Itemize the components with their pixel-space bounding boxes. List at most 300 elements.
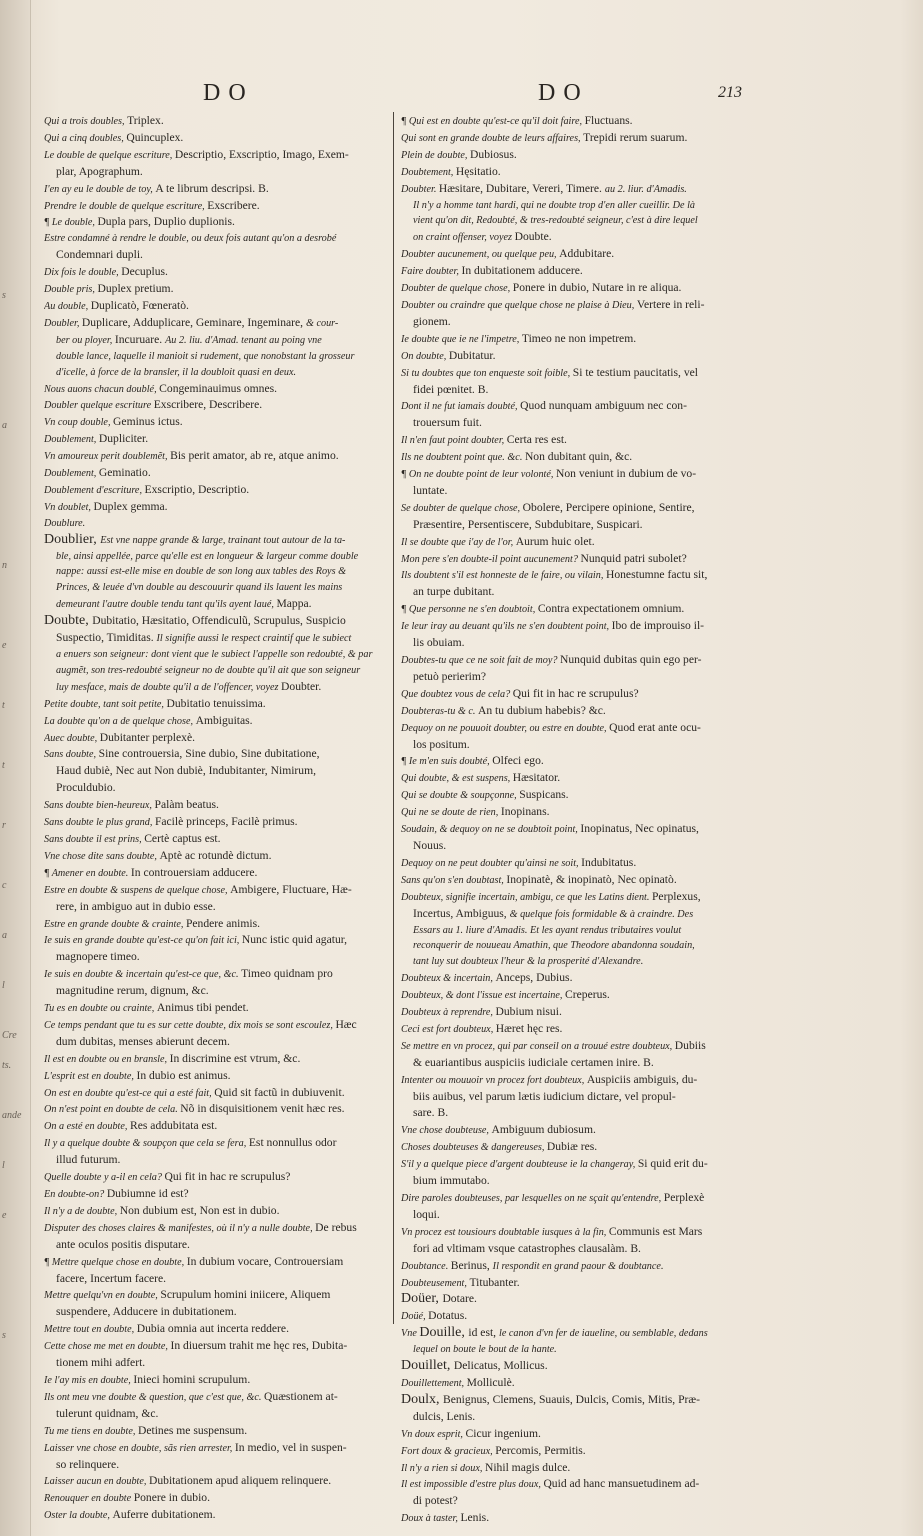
dictionary-entry-line (44, 1372, 386, 1389)
latin-text: Dupla pars, Duplio duplionis. (97, 215, 235, 229)
french-text: Soudain, & dequoy on ne se doubtoit point, (401, 824, 581, 836)
latin-text: dulcis, Lenis. (413, 1409, 476, 1423)
latin-text: Congeminauimus omnes. (159, 381, 278, 395)
french-text: Doubtement, (401, 166, 456, 178)
latin-text: biis auibus, vel parum lætis iudicium dictare, vel propul- (413, 1089, 676, 1103)
french-text: Doubteux & incertain, (401, 973, 496, 985)
french-text: Renouquer en doubte (44, 1493, 134, 1505)
dictionary-entry-line (44, 663, 386, 679)
latin-text: A te librum descripsi. B. (155, 181, 269, 195)
latin-text: Ponere in dubio, Nutare in re aliqua. (512, 281, 682, 295)
french-text: On doubte, (401, 350, 449, 362)
latin-text: Bis perit amator, ab re, atque animo. (170, 449, 339, 463)
french-text: ¶ Ie m'en suis doubté, (401, 756, 493, 768)
french-text: Il n'en faut point doubter, (401, 435, 507, 447)
left-column (44, 113, 386, 1524)
french-text: Mon pere s'en doubte-il point aucunement? (401, 553, 581, 565)
latin-text: Aptè ac rotundè dictum. (159, 848, 272, 862)
gutter-fragment: t (2, 700, 5, 711)
dictionary-entry-line (44, 713, 386, 730)
latin-text: In dubio est animus. (136, 1068, 231, 1082)
gutter-fragment: n (2, 560, 7, 571)
french-text: Doubter. (401, 183, 439, 195)
latin-text: Non veniunt in dubium de vo- (556, 467, 697, 481)
french-text: En doubte-on? (44, 1189, 107, 1200)
latin-text: Percomis, Permitis. (495, 1443, 586, 1457)
dictionary-entry-line (401, 635, 757, 652)
running-head-right: DO (538, 80, 589, 106)
dictionary-entry-line (44, 1203, 386, 1220)
latin-text: Contra expectationem omnium. (537, 602, 685, 616)
dictionary-entry-line (401, 1190, 757, 1207)
latin-text: Vertere in reli- (636, 297, 705, 311)
dictionary-entry-line (401, 1460, 757, 1477)
french-text: Il se doubte que i'ay de l'or, (401, 536, 516, 548)
dictionary-entry-line (44, 1321, 386, 1338)
french-text: La doubte qu'on a de quelque chose, (44, 715, 196, 727)
latin-text: Benignus, Clemens, Suauis, Dulcis, Comis, Mitis, Præ- (443, 1392, 701, 1406)
dictionary-entry-line (44, 281, 386, 298)
headword: Doüer, (401, 1291, 443, 1307)
dictionary-entry-line (44, 1101, 386, 1118)
french-text: Quelle doubte y a-il en cela? (44, 1172, 165, 1184)
latin-text: Duplex pretium. (97, 282, 174, 296)
dictionary-entry-line (44, 1118, 386, 1135)
dictionary-entry-line (44, 797, 386, 814)
dictionary-entry-line (44, 966, 386, 983)
latin-text: Duplex gemma. (93, 499, 168, 513)
french-text: Que doubtez vous de cela? (401, 688, 513, 700)
latin-text: Lenis. (460, 1511, 490, 1525)
dictionary-entry-line (401, 432, 757, 449)
dictionary-entry-line (44, 1152, 386, 1169)
dictionary-entry-line (44, 848, 386, 865)
latin-text: Communis est Mars (608, 1224, 703, 1238)
french-text: Qui se doubte & soupçonne, (401, 790, 520, 802)
french-text: Il est en doubte ou en bransle, (44, 1053, 170, 1065)
latin-text: id est, (468, 1326, 499, 1340)
dictionary-entry-line (44, 1169, 386, 1186)
dictionary-entry-line (44, 1406, 386, 1423)
latin-text: Nunc istic quid agatur, (241, 933, 348, 947)
latin-text: luntate. (413, 483, 448, 497)
french-text: Petite doubte, tant soit petite, (44, 698, 167, 710)
dictionary-entry-line (401, 398, 757, 415)
gutter-fragment: l (2, 1160, 5, 1171)
dictionary-entry-line (44, 365, 386, 381)
latin-text: Exscribere. (207, 198, 260, 212)
gutter-fragment: e (2, 1210, 7, 1221)
french-text: Doubter de quelque chose, (401, 283, 513, 295)
dictionary-entry-line (44, 247, 386, 264)
running-head-left: DO (203, 80, 254, 106)
french-text: Estre en grande doubte & crainte, (44, 918, 186, 930)
french-text: Qui a cinq doubles, (44, 132, 127, 144)
dictionary-entry-line (401, 1258, 757, 1275)
dictionary-entry-line (401, 1089, 757, 1106)
french-text: Vne (401, 1328, 420, 1340)
latin-text: Dubitatur. (448, 348, 496, 362)
dictionary-entry-line (44, 1271, 386, 1288)
dictionary-entry-line (44, 763, 386, 780)
latin-text: Non dubium est, Non est in dubio. (119, 1203, 280, 1217)
dictionary-entry-line (401, 297, 757, 314)
french-text: vient qu'on dit, Redoubté, & tres-redoubté seigneur, c'est à dire lequel (413, 215, 698, 227)
dictionary-entry-line (401, 113, 757, 130)
latin-text: Dubitanter perplexè. (99, 730, 196, 744)
dictionary-entry-line (401, 1207, 757, 1224)
latin-text: Nunquid dubitas quin ego per- (560, 653, 702, 666)
dictionary-entry-line (44, 1338, 386, 1355)
french-text: Dire paroles doubteuses, par lesquelles on ne sçait qu'entendre, (401, 1193, 664, 1204)
latin-text: In discrimine est vtrum, &c. (169, 1051, 301, 1065)
dictionary-entry-line (44, 1440, 386, 1457)
latin-text: Quæstionem at- (264, 1389, 338, 1403)
dictionary-entry-line (401, 618, 757, 635)
dictionary-entry-line (44, 465, 386, 482)
dictionary-entry-line (401, 1510, 757, 1527)
latin-text: di potest? (413, 1494, 458, 1508)
dictionary-entry-line (401, 1476, 757, 1493)
dictionary-entry-line (44, 349, 386, 365)
latin-text: Trepidi rerum suarum. (583, 130, 688, 144)
latin-text: Ambiguum dubiosum. (491, 1123, 596, 1137)
latin-text: Honestumne factu sit, (605, 568, 708, 582)
latin-text: Quod erat ante ocu- (609, 720, 701, 734)
latin-text: loqui. (413, 1207, 440, 1221)
dictionary-entry-line (401, 415, 757, 432)
french-text: Il n'y a de doubte, (44, 1205, 120, 1217)
latin-text: Scrupulum homini iniicere, Aliquem (160, 1288, 331, 1302)
gutter-fragment: a (2, 420, 7, 431)
french-text: Ils doubtent s'il est honneste de le faire, ou vilain, (401, 570, 606, 582)
latin-text: In diuersum trahit me hęc res, Dubita- (170, 1339, 348, 1353)
dictionary-entry-line (401, 703, 757, 720)
latin-text: fidei pœnitet. B. (413, 382, 489, 396)
latin-text: Suspectio, Timiditas. (56, 631, 157, 645)
french-text: Ie leur iray au deuant qu'ils ne s'en doubtent point, (401, 621, 612, 633)
dictionary-entry-line (401, 1055, 757, 1072)
latin-text: Ibo de improuiso il- (611, 619, 705, 633)
headword: Doublier, (44, 531, 101, 547)
dictionary-entry-line (401, 987, 757, 1004)
french-text: Doublure. (44, 517, 86, 529)
latin-text: Inieci homini scrupulum. (133, 1372, 251, 1386)
dictionary-entry-line (44, 1389, 386, 1406)
gutter-fragment: s (2, 290, 6, 301)
latin-text: Fluctuans. (584, 114, 633, 127)
latin-text: Exscribere, Describere. (153, 398, 263, 412)
latin-text: In dubitationem adducere. (461, 264, 583, 278)
latin-text: Nunquid patri subolet? (580, 551, 687, 565)
dictionary-entry-line (44, 831, 386, 848)
french-text: Doublement d'escriture, (44, 484, 145, 496)
french-text: a enuers son seigneur: dont vient que le subiect l'appelle son redoubté, & par (56, 649, 373, 660)
headword: Douillet, (401, 1358, 454, 1374)
french-text: Plein de doubte, (401, 149, 471, 161)
latin-text: Geminatio. (98, 466, 151, 480)
french-text: Vn doux esprit, (401, 1428, 466, 1440)
french-text: Vn coup double, (44, 417, 114, 429)
french-text: Qui doubte, & est suspens, (401, 773, 513, 785)
latin-text: Præsentire, Persentiscere, Subdubitare, Suspicari. (413, 517, 643, 531)
latin-text: facere, Incertum facere. (56, 1271, 167, 1285)
latin-text: In dubium vocare, Controuersiam (186, 1254, 344, 1268)
latin-text: Dubiis (674, 1038, 706, 1052)
dictionary-entry-line (44, 147, 386, 164)
latin-text: sare. B. (413, 1106, 449, 1120)
french-text: ber ou ployer, (56, 334, 115, 346)
dictionary-entry-line (44, 580, 386, 596)
french-text: Doubler, (44, 317, 82, 329)
latin-text: In controuersiam adducere. (130, 865, 258, 879)
latin-text: Dupliciter. (98, 432, 149, 446)
headword: Doubte, (44, 613, 93, 629)
latin-text: dum dubitas, menses abierunt decem. (56, 1034, 230, 1048)
dictionary-entry-line (44, 613, 386, 630)
french-text: Sans doubte bien-heureux, (44, 800, 155, 812)
dictionary-entry-line (44, 448, 386, 465)
gutter-fragment: l (2, 980, 5, 991)
french-text: ¶ Que personne ne s'en doubtoit, (401, 604, 538, 616)
french-text: Doubteusement, (401, 1277, 470, 1289)
french-text: Mettre tout en doubte, (44, 1324, 137, 1336)
dictionary-entry-line (44, 1423, 386, 1440)
latin-text: Non dubitant quin, &c. (524, 450, 633, 464)
page-number: 213 (718, 84, 742, 101)
latin-text: Obolere, Percipere opinione, Sentire, (522, 500, 695, 514)
french-text: Auec doubte, (44, 732, 100, 744)
dictionary-entry-line (401, 1392, 757, 1409)
latin-text: In medio, vel in suspen- (234, 1440, 347, 1454)
dictionary-entry-line (44, 865, 386, 882)
latin-text: lis obuiam. (413, 636, 465, 650)
latin-text: Triplex. (127, 114, 164, 127)
latin-text: Dubitationem apud aliquem relinquere. (148, 1474, 332, 1488)
dictionary-entry-line (401, 1443, 757, 1460)
french-text: Ie suis en doubte & incertain qu'est-ce que, &c. (44, 969, 242, 981)
latin-text: Dubium nisui. (495, 1005, 562, 1019)
dictionary-entry-line (401, 1493, 757, 1510)
french-text: lequel on boute le bout de la hante. (413, 1344, 557, 1356)
latin-text: so relinquere. (56, 1457, 120, 1471)
dictionary-entry-line (401, 1358, 757, 1375)
dictionary-entry-line (401, 1224, 757, 1241)
dictionary-entry-line (44, 414, 386, 431)
french-text: Sans qu'on s'en doubtast, (401, 874, 507, 886)
dictionary-entry-line (44, 1017, 386, 1034)
dictionary-entry-line (44, 298, 386, 315)
dictionary-entry-line (44, 679, 386, 696)
french-text: Doubteux, & dont l'issue est incertaine, (401, 990, 566, 1002)
latin-text: Descriptio, Exscriptio, Imago, Exem- (174, 147, 349, 161)
dictionary-entry-line (44, 532, 386, 549)
dictionary-entry-line (44, 882, 386, 899)
french-text: L'esprit est en doubte, (44, 1070, 137, 1082)
dictionary-entry-line (401, 1409, 757, 1426)
dictionary-entry-line (401, 229, 757, 246)
french-text: Estre condamné à rendre le double, ou deux fois autant qu'on a desrobé (44, 233, 337, 245)
french-text: Sans doubte il est prins, (44, 833, 145, 845)
latin-text: Proculdubio. (56, 781, 116, 795)
dictionary-entry-line (401, 669, 757, 686)
french-text: Doubteras-tu & c. (401, 705, 478, 717)
dictionary-entry-line (44, 214, 386, 231)
latin-text: magnopere timeo. (56, 950, 140, 964)
french-text: Ils ont meu vne doubte & question, que c'est que, &c. (44, 1391, 265, 1403)
right-column (401, 113, 757, 1527)
dictionary-entry-line (401, 348, 757, 365)
french-text: Est vne nappe grande & large, trainant tout autour de la ta- (100, 534, 346, 546)
french-text: ¶ Qui est en doubte qu'est-ce qu'il doit faire, (401, 116, 585, 127)
french-text: Double pris, (44, 284, 98, 296)
french-text: Doux à taster, (401, 1513, 461, 1525)
french-text: Doubtes-tu que ce ne soit fait de moy? (401, 655, 561, 666)
gutter-fragment: e (2, 640, 7, 651)
dictionary-entry-line (44, 264, 386, 281)
latin-text: Est nonnullus odor (248, 1136, 337, 1150)
french-text: Qui ne se doute de rien, (401, 807, 501, 819)
latin-text: Palàm beatus. (154, 798, 219, 812)
french-text: Doublement, (44, 468, 99, 480)
dictionary-entry-line (44, 1135, 386, 1152)
latin-text: ante oculos positis disputare. (56, 1237, 190, 1251)
french-text: On n'est point en doubte de cela. (44, 1104, 181, 1116)
dictionary-entry-line (44, 1507, 386, 1524)
latin-text: Inopinatè, & inopinatò, Nec opinatò. (506, 872, 677, 886)
latin-text: Si quid erit du- (637, 1157, 708, 1171)
french-text: Au double, (44, 300, 91, 312)
dictionary-entry-line (44, 113, 386, 130)
latin-text: Geminus ictus. (113, 415, 183, 429)
gutter-fragment: a (2, 930, 7, 941)
french-text: Fort doux & gracieux, (401, 1445, 496, 1457)
latin-text: Dubia omnia aut incerta reddere. (136, 1322, 289, 1336)
latin-text: Decuplus. (121, 265, 168, 279)
latin-text: Auferre dubitationem. (112, 1508, 216, 1522)
french-gloss: le canon d'vn fer de iaueline, ou semblable, dedans (498, 1328, 708, 1340)
french-text: double lance, laquelle il manioit si rudement, que nonobstant la grosseur (56, 350, 355, 362)
latin-text: illud futurum. (56, 1153, 121, 1167)
dictionary-entry-line (401, 838, 757, 855)
french-gloss: Il signifie aussi le respect craintif que le subiect (156, 633, 352, 645)
dictionary-entry-line (401, 1139, 757, 1156)
french-text: Ie suis en grande doubte qu'est-ce qu'on fait ici, (44, 935, 242, 947)
latin-text: Dubiumne id est? (106, 1187, 189, 1200)
french-text: d'icelle, à force de la bransler, il la doubloit quasi en deux. (56, 366, 297, 378)
latin-text: Dubitatio tenuissima. (166, 696, 266, 710)
dictionary-entry-line (401, 1156, 757, 1173)
dictionary-entry-line (401, 130, 757, 147)
french-text: Il n'y a homme tant hardi, qui ne doubte trop d'en aller cueillir. De là (413, 199, 696, 211)
french-text: Ce temps pendant que tu es sur cette doubte, dix mois se sont escoulez, (44, 1019, 336, 1031)
latin-text: Timeo quidnam pro (241, 967, 333, 981)
french-text: Doubteux, signifie incertain, ambigu, ce que les Latins dient. (401, 891, 652, 903)
french-text: Doüé, (401, 1311, 429, 1323)
latin-text: An tu dubium habebis? &c. (477, 703, 606, 717)
dictionary-entry-line (401, 382, 757, 399)
dictionary-entry-line (44, 1085, 386, 1102)
dictionary-entry-line (44, 482, 386, 499)
dictionary-entry-line (44, 1186, 386, 1203)
dictionary-entry-line (44, 130, 386, 147)
previous-page-gutter (0, 0, 31, 1536)
dictionary-entry-line (44, 746, 386, 763)
gutter-fragment: ts. (2, 1060, 12, 1071)
dictionary-entry-line (401, 331, 757, 348)
latin-text: De rebus (315, 1220, 357, 1234)
dictionary-entry-line (401, 1038, 757, 1055)
latin-text: Cicur ingenium. (465, 1426, 541, 1440)
dictionary-entry-line (44, 1220, 386, 1237)
french-text: On est en doubte qu'est-ce qui a esté fait, (44, 1087, 215, 1099)
dictionary-entry-line (401, 821, 757, 838)
dictionary-entry-line (44, 899, 386, 916)
dictionary-entry-line (44, 1000, 386, 1017)
dictionary-entry-line (44, 696, 386, 713)
french-text: ¶ Le double, (44, 217, 98, 229)
latin-text: suspendere, Adducere in dubitationem. (56, 1305, 237, 1319)
latin-text: tionem mihi adfert. (56, 1356, 146, 1370)
dictionary-entry-line (401, 164, 757, 181)
latin-text: gionem. (413, 314, 451, 328)
french-gloss: & cour- (305, 317, 339, 329)
latin-text: Quid sit factũ in dubiuvenit. (214, 1085, 345, 1099)
dictionary-entry-line (401, 263, 757, 280)
french-text: Vn doublet, (44, 501, 94, 513)
latin-text: plar, Apographum. (56, 164, 143, 178)
french-text: Cette chose me met en doubte, (44, 1341, 171, 1353)
dictionary-entry-line (401, 938, 757, 954)
dictionary-entry-line (401, 770, 757, 787)
latin-text: Molliculè. (466, 1375, 515, 1389)
latin-text: & euariantibus auspiciis iudiciale certamen inire. B. (413, 1055, 654, 1069)
latin-text: Nihil magis dulce. (484, 1460, 571, 1474)
french-text: Le double de quelque escriture, (44, 149, 175, 161)
latin-text: Aurum huic olet. (515, 534, 595, 548)
french-text: luy mesface, mais de doubte qu'il a de l'offencer, voyez (56, 681, 282, 693)
french-text: Dequoy on ne peut doubter qu'ainsi ne soit, (401, 857, 582, 869)
latin-text: an turpe dubitant. (413, 585, 495, 599)
dictionary-entry-line (401, 466, 757, 483)
latin-text: Anceps, Dubius. (495, 971, 573, 985)
french-text: reconquerir de nouueau Amathin, que Theodore abandonna soudain, (413, 940, 695, 952)
dictionary-entry-line (401, 1173, 757, 1190)
dictionary-entry-line (44, 1254, 386, 1271)
latin-text: Duplicare, Adduplicare, Geminare, Ingeminare, (81, 315, 306, 329)
latin-text: Olfeci ego. (492, 754, 544, 768)
dictionary-entry-line (44, 181, 386, 198)
gutter-fragment: Cre (2, 1030, 17, 1041)
gutter-fragment: s (2, 1330, 6, 1341)
dictionary-entry-line (401, 483, 757, 500)
dictionary-entry-line (401, 551, 757, 568)
latin-text: Qui fit in hac re scrupulus? (512, 686, 639, 700)
dictionary-entry-line (44, 1457, 386, 1474)
french-text: Qui a trois doubles, (44, 116, 128, 127)
french-text: Dequoy on ne pouuoit doubter, ou estre en doubte, (401, 722, 610, 734)
latin-text: Ambigere, Fluctuare, Hæ- (230, 882, 352, 896)
dictionary-entry-line (44, 983, 386, 1000)
latin-text: Titubanter. (469, 1275, 520, 1289)
latin-text: Dotatus. (428, 1309, 468, 1323)
dictionary-entry-line (44, 1287, 386, 1304)
french-text: Doubter aucunement, ou quelque peu, (401, 249, 560, 261)
dictionary-entry-line (401, 970, 757, 987)
french-gloss: Il respondit en grand paour & doubtance. (492, 1260, 664, 1272)
dictionary-entry-line (401, 1275, 757, 1292)
dictionary-entry-line (401, 601, 757, 618)
